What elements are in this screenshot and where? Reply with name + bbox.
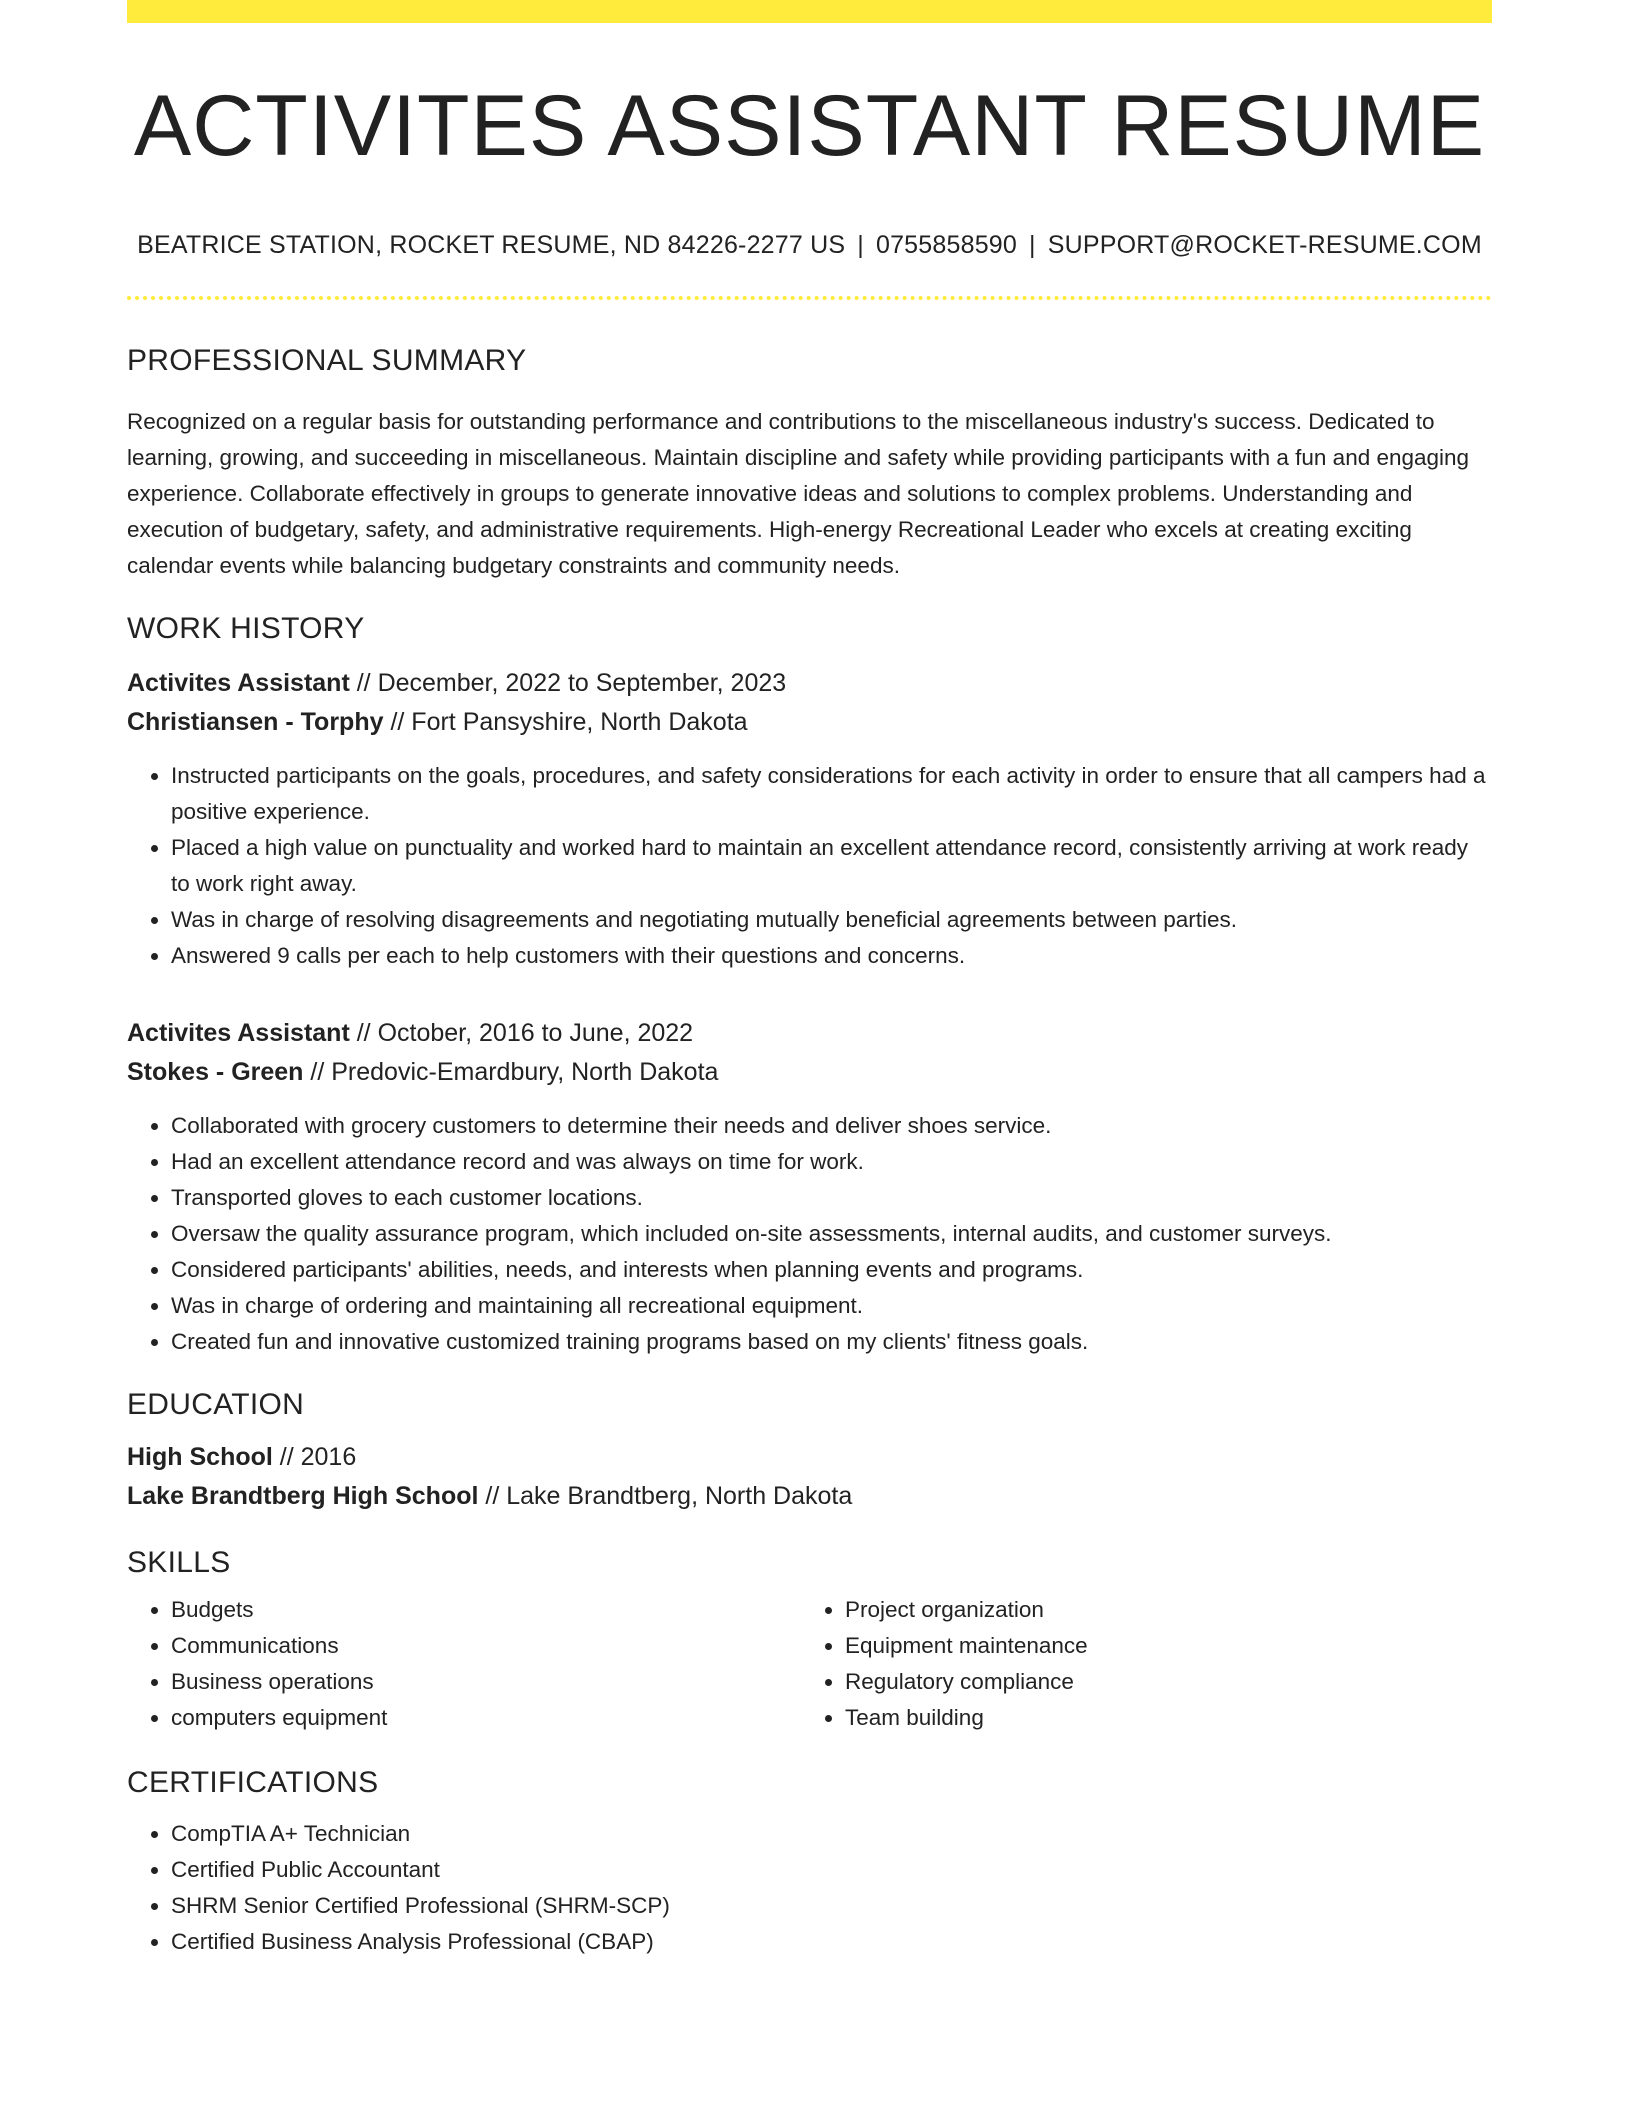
work-history-heading: WORK HISTORY — [127, 612, 365, 645]
contact-address: BEATRICE STATION, ROCKET RESUME, ND 84226-2277 US — [137, 231, 846, 259]
job-bullet: • Was in charge of resolving disagreements and negotiating mutually beneficial agreements between parties. — [171, 902, 1492, 938]
job-bullet: • Created fun and innovative customized training programs based on my clients' fitness goals. — [171, 1324, 1492, 1360]
skills-heading: SKILLS — [127, 1546, 231, 1579]
certification-item: • CompTIA A+ Technician — [171, 1816, 1492, 1852]
skill-item: • Equipment maintenance — [845, 1628, 1475, 1664]
skill-item: • Project organization — [845, 1592, 1475, 1628]
job-entry — [127, 1014, 1492, 1360]
certifications-list — [127, 1816, 1492, 1960]
job-bullets — [127, 758, 1492, 974]
job-bullet: • Transported gloves to each customer locations. — [171, 1180, 1492, 1216]
job-bullet: • Collaborated with grocery customers to determine their needs and deliver shoes service. — [171, 1108, 1492, 1144]
contact-separator: | — [1029, 231, 1036, 259]
job-location: // Predovic-Emardbury, North Dakota — [303, 1058, 719, 1086]
resume-page — [127, 0, 1492, 1960]
summary-heading: PROFESSIONAL SUMMARY — [127, 344, 527, 377]
job-company: Stokes - Green — [127, 1058, 304, 1086]
education-degree-line — [127, 1438, 1492, 1477]
education-school: Lake Brandtberg High School — [127, 1482, 479, 1510]
education-school-line — [127, 1477, 1492, 1516]
job-location: // Fort Pansyshire, North Dakota — [383, 708, 748, 736]
contact-line — [127, 231, 1492, 260]
skills-left-list — [127, 1592, 801, 1736]
job-entry — [127, 664, 1492, 974]
job-company-line — [127, 703, 1492, 742]
job-company-line — [127, 1053, 1492, 1092]
resume-title: ACTIVITES ASSISTANT RESUME — [133, 78, 1486, 174]
education-degree: High School — [127, 1443, 273, 1471]
skill-item: • Communications — [171, 1628, 801, 1664]
certification-item: • SHRM Senior Certified Professional (SHRM-SCP) — [171, 1888, 1492, 1924]
contact-separator: | — [857, 231, 864, 259]
education-heading: EDUCATION — [127, 1388, 305, 1421]
job-bullets — [127, 1108, 1492, 1360]
skill-item: • Team building — [845, 1700, 1475, 1736]
skill-item: • computers equipment — [171, 1700, 801, 1736]
job-bullet: • Instructed participants on the goals, procedures, and safety considerations for each activity in order to ensure that all campers had a positive experience. — [171, 758, 1492, 830]
certification-item: • Certified Business Analysis Professional (CBAP) — [171, 1924, 1492, 1960]
certification-item: • Certified Public Accountant — [171, 1852, 1492, 1888]
accent-top-bar — [127, 0, 1492, 23]
job-title-line — [127, 664, 1492, 703]
job-title: Activites Assistant — [127, 1019, 350, 1047]
job-bullet: • Had an excellent attendance record and was always on time for work. — [171, 1144, 1492, 1180]
skill-item: • Budgets — [171, 1592, 801, 1628]
job-dates: // October, 2016 to June, 2022 — [349, 1019, 694, 1047]
job-bullet: • Answered 9 calls per each to help customers with their questions and concerns. — [171, 938, 1492, 974]
job-bullet: • Considered participants' abilities, needs, and interests when planning events and programs. — [171, 1252, 1492, 1288]
job-company: Christiansen - Torphy — [127, 708, 384, 736]
job-bullet: • Placed a high value on punctuality and worked hard to maintain an excellent attendance record, consistently arriving at work ready to work right away. — [171, 830, 1492, 902]
skill-item: • Business operations — [171, 1664, 801, 1700]
education-entry — [127, 1438, 1492, 1516]
skills-right-list — [801, 1592, 1475, 1736]
dotted-divider — [127, 296, 1492, 300]
education-location: // Lake Brandtberg, North Dakota — [478, 1482, 853, 1510]
job-bullet: • Oversaw the quality assurance program, which included on-site assessments, internal audits, and customer surveys. — [171, 1216, 1492, 1252]
job-title: Activites Assistant — [127, 669, 350, 697]
contact-email: SUPPORT@ROCKET-RESUME.COM — [1047, 231, 1482, 259]
job-title-line — [127, 1014, 1492, 1053]
summary-text: Recognized on a regular basis for outstanding performance and contributions to the miscellaneous industry's success. Dedicated to learning, growing, and succeeding in miscellaneous. Maintain discipline and safety while providing participants with a fun and engaging experience. Collaborate effectively in groups to generate innovative ideas and solutions to complex problems. Understanding and execution of budgetary, safety, and administrative requirements. High-energy Recreational Leader who excels at creating exciting calendar events while balancing budgetary constraints and community needs. — [127, 409, 1470, 578]
skill-item: • Regulatory compliance — [845, 1664, 1475, 1700]
skills-columns — [127, 1592, 1492, 1736]
certifications-heading: CERTIFICATIONS — [127, 1766, 379, 1799]
contact-phone: 0755858590 — [875, 231, 1018, 259]
job-dates: // December, 2022 to September, 2023 — [349, 669, 787, 697]
education-year: // 2016 — [272, 1443, 357, 1471]
job-bullet: • Was in charge of ordering and maintaining all recreational equipment. — [171, 1288, 1492, 1324]
